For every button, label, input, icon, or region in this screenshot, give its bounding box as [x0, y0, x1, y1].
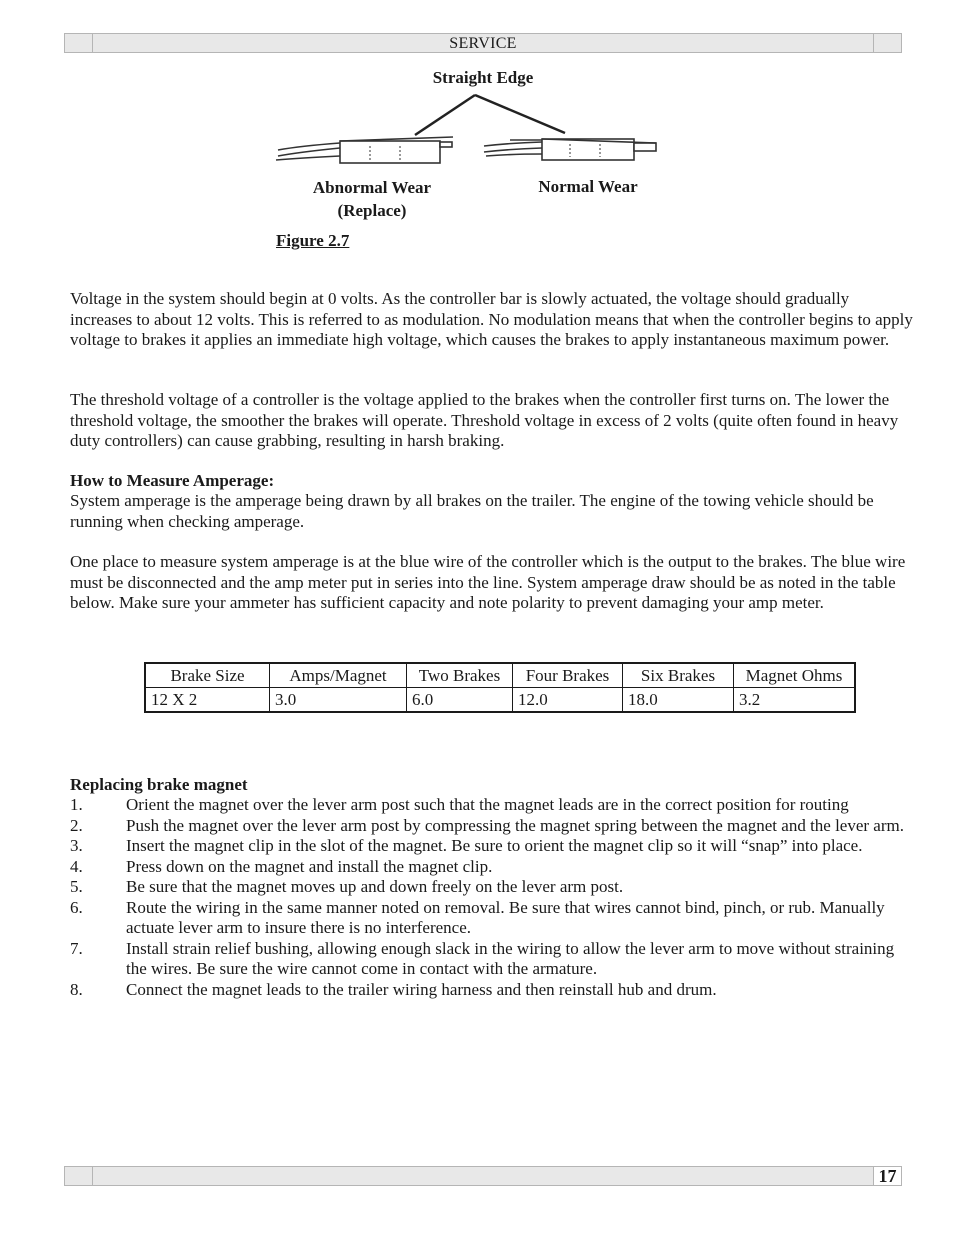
step-text: Be sure that the magnet moves up and down freely on the lever arm post.	[126, 877, 624, 896]
table-header-cell: Two Brakes	[407, 663, 513, 688]
table-cell: 3.2	[734, 688, 856, 713]
abnormal-wear-magnet	[276, 137, 453, 163]
step-number: 7.	[70, 938, 83, 958]
paragraph-threshold-voltage: The threshold voltage of a controller is the voltage applied to the brakes when the controller first turns on. The lower the threshold voltage, the smoother the brakes will operate. Threshold voltage in excess of 2 volts (quite often found in heavy duty controllers) can cause grabbing, resulting in harsh braking.	[70, 390, 899, 450]
step-text: Install strain relief bushing, allowing enough slack in the wiring to allow the lever arm to move without straining the wires. Be sure the wire cannot come in contact with the armature.	[126, 938, 895, 978]
magnet-wear-diagram	[270, 90, 670, 180]
step-text: Push the magnet over the lever arm post by compressing the magnet spring between the magnet and the lever arm.	[126, 815, 904, 835]
table-header-cell: Magnet Ohms	[734, 663, 856, 688]
list-item	[70, 980, 915, 1001]
table-header-cell: Six Brakes	[623, 663, 734, 688]
step-text: Press down on the magnet and install the magnet clip.	[126, 856, 493, 876]
replacement-steps-list	[70, 795, 915, 1000]
table-cell: 12.0	[513, 688, 623, 713]
normal-wear-magnet	[484, 139, 656, 160]
section-title: SERVICE	[449, 35, 517, 52]
abnormal-wear-label-line1: Abnormal Wear	[312, 178, 432, 197]
normal-wear-label: Normal Wear	[538, 177, 638, 196]
table-cell: 6.0	[407, 688, 513, 713]
amperage-table	[144, 662, 856, 713]
step-number: 8.	[70, 979, 83, 999]
list-item	[70, 836, 915, 857]
step-number: 3.	[70, 836, 83, 855]
list-item	[70, 898, 915, 939]
table-cell: 18.0	[623, 688, 734, 713]
step-text: Connect the magnet leads to the trailer wiring harness and then reinstall hub and drum.	[126, 979, 717, 999]
table-cell: 12 X 2	[145, 688, 270, 713]
table-header-cell: Brake Size	[145, 663, 270, 688]
replacing-magnet-heading: Replacing brake magnet	[70, 775, 248, 794]
footer-bar	[64, 1166, 902, 1186]
list-item	[70, 795, 915, 816]
step-number: 5.	[70, 877, 83, 896]
step-text: Insert the magnet clip in the slot of the magnet. Be sure to orient the magnet clip so it will “snap” into place.	[126, 836, 863, 855]
pointer-line-normal	[475, 95, 565, 133]
list-item	[70, 877, 915, 898]
header-bar-right-segment	[873, 34, 901, 52]
list-item	[70, 939, 915, 980]
step-number: 6.	[70, 897, 83, 917]
footer-bar-left-segment	[65, 1167, 93, 1185]
list-item	[70, 857, 915, 878]
list-item	[70, 816, 915, 837]
step-text: Orient the magnet over the lever arm post such that the magnet leads are in the correct position for routing	[126, 795, 849, 814]
table-header-cell: Amps/Magnet	[270, 663, 407, 688]
straight-edge-label: Straight Edge	[432, 68, 534, 87]
step-text: Route the wiring in the same manner noted on removal. Be sure that wires cannot bind, pinch, or rub. Manually actuate lever arm to insure there is no interference.	[126, 897, 885, 937]
step-number: 1.	[70, 795, 83, 814]
header-bar	[64, 33, 902, 53]
table-header-row	[145, 663, 855, 688]
paragraph-modulation: Voltage in the system should begin at 0 volts. As the controller bar is slowly actuated, the voltage should gradually increases to about 12 volts. This is referred to as modulation. No modulation means that when the controller begins to apply voltage to brakes it applies an immediate high voltage, which causes the brakes to apply instantaneous maximum power.	[70, 289, 913, 349]
step-number: 2.	[70, 815, 83, 835]
abnormal-wear-label-line2: (Replace)	[337, 201, 407, 220]
table-header-cell: Four Brakes	[513, 663, 623, 688]
page-number: 17	[873, 1167, 901, 1185]
abnormal-wear-label	[292, 176, 452, 222]
amperage-heading: How to Measure Amperage:	[70, 471, 275, 490]
paragraph-measure-location: One place to measure system amperage is at the blue wire of the controller which is the output to the brakes. The blue wire must be disconnected and the amp meter put in series into the line. System amperage draw should be as noted in the table below. Make sure your ammeter has sufficient capacity and note polarity to prevent damaging your amp meter.	[70, 552, 906, 612]
pointer-line-abnormal	[415, 95, 475, 135]
table-row	[145, 688, 855, 713]
figure-caption: Figure 2.7	[276, 231, 350, 250]
table-cell: 3.0	[270, 688, 407, 713]
step-number: 4.	[70, 856, 83, 876]
paragraph-system-amperage: System amperage is the amperage being drawn by all brakes on the trailer. The engine of the towing vehicle should be running when checking amperage.	[70, 491, 874, 531]
